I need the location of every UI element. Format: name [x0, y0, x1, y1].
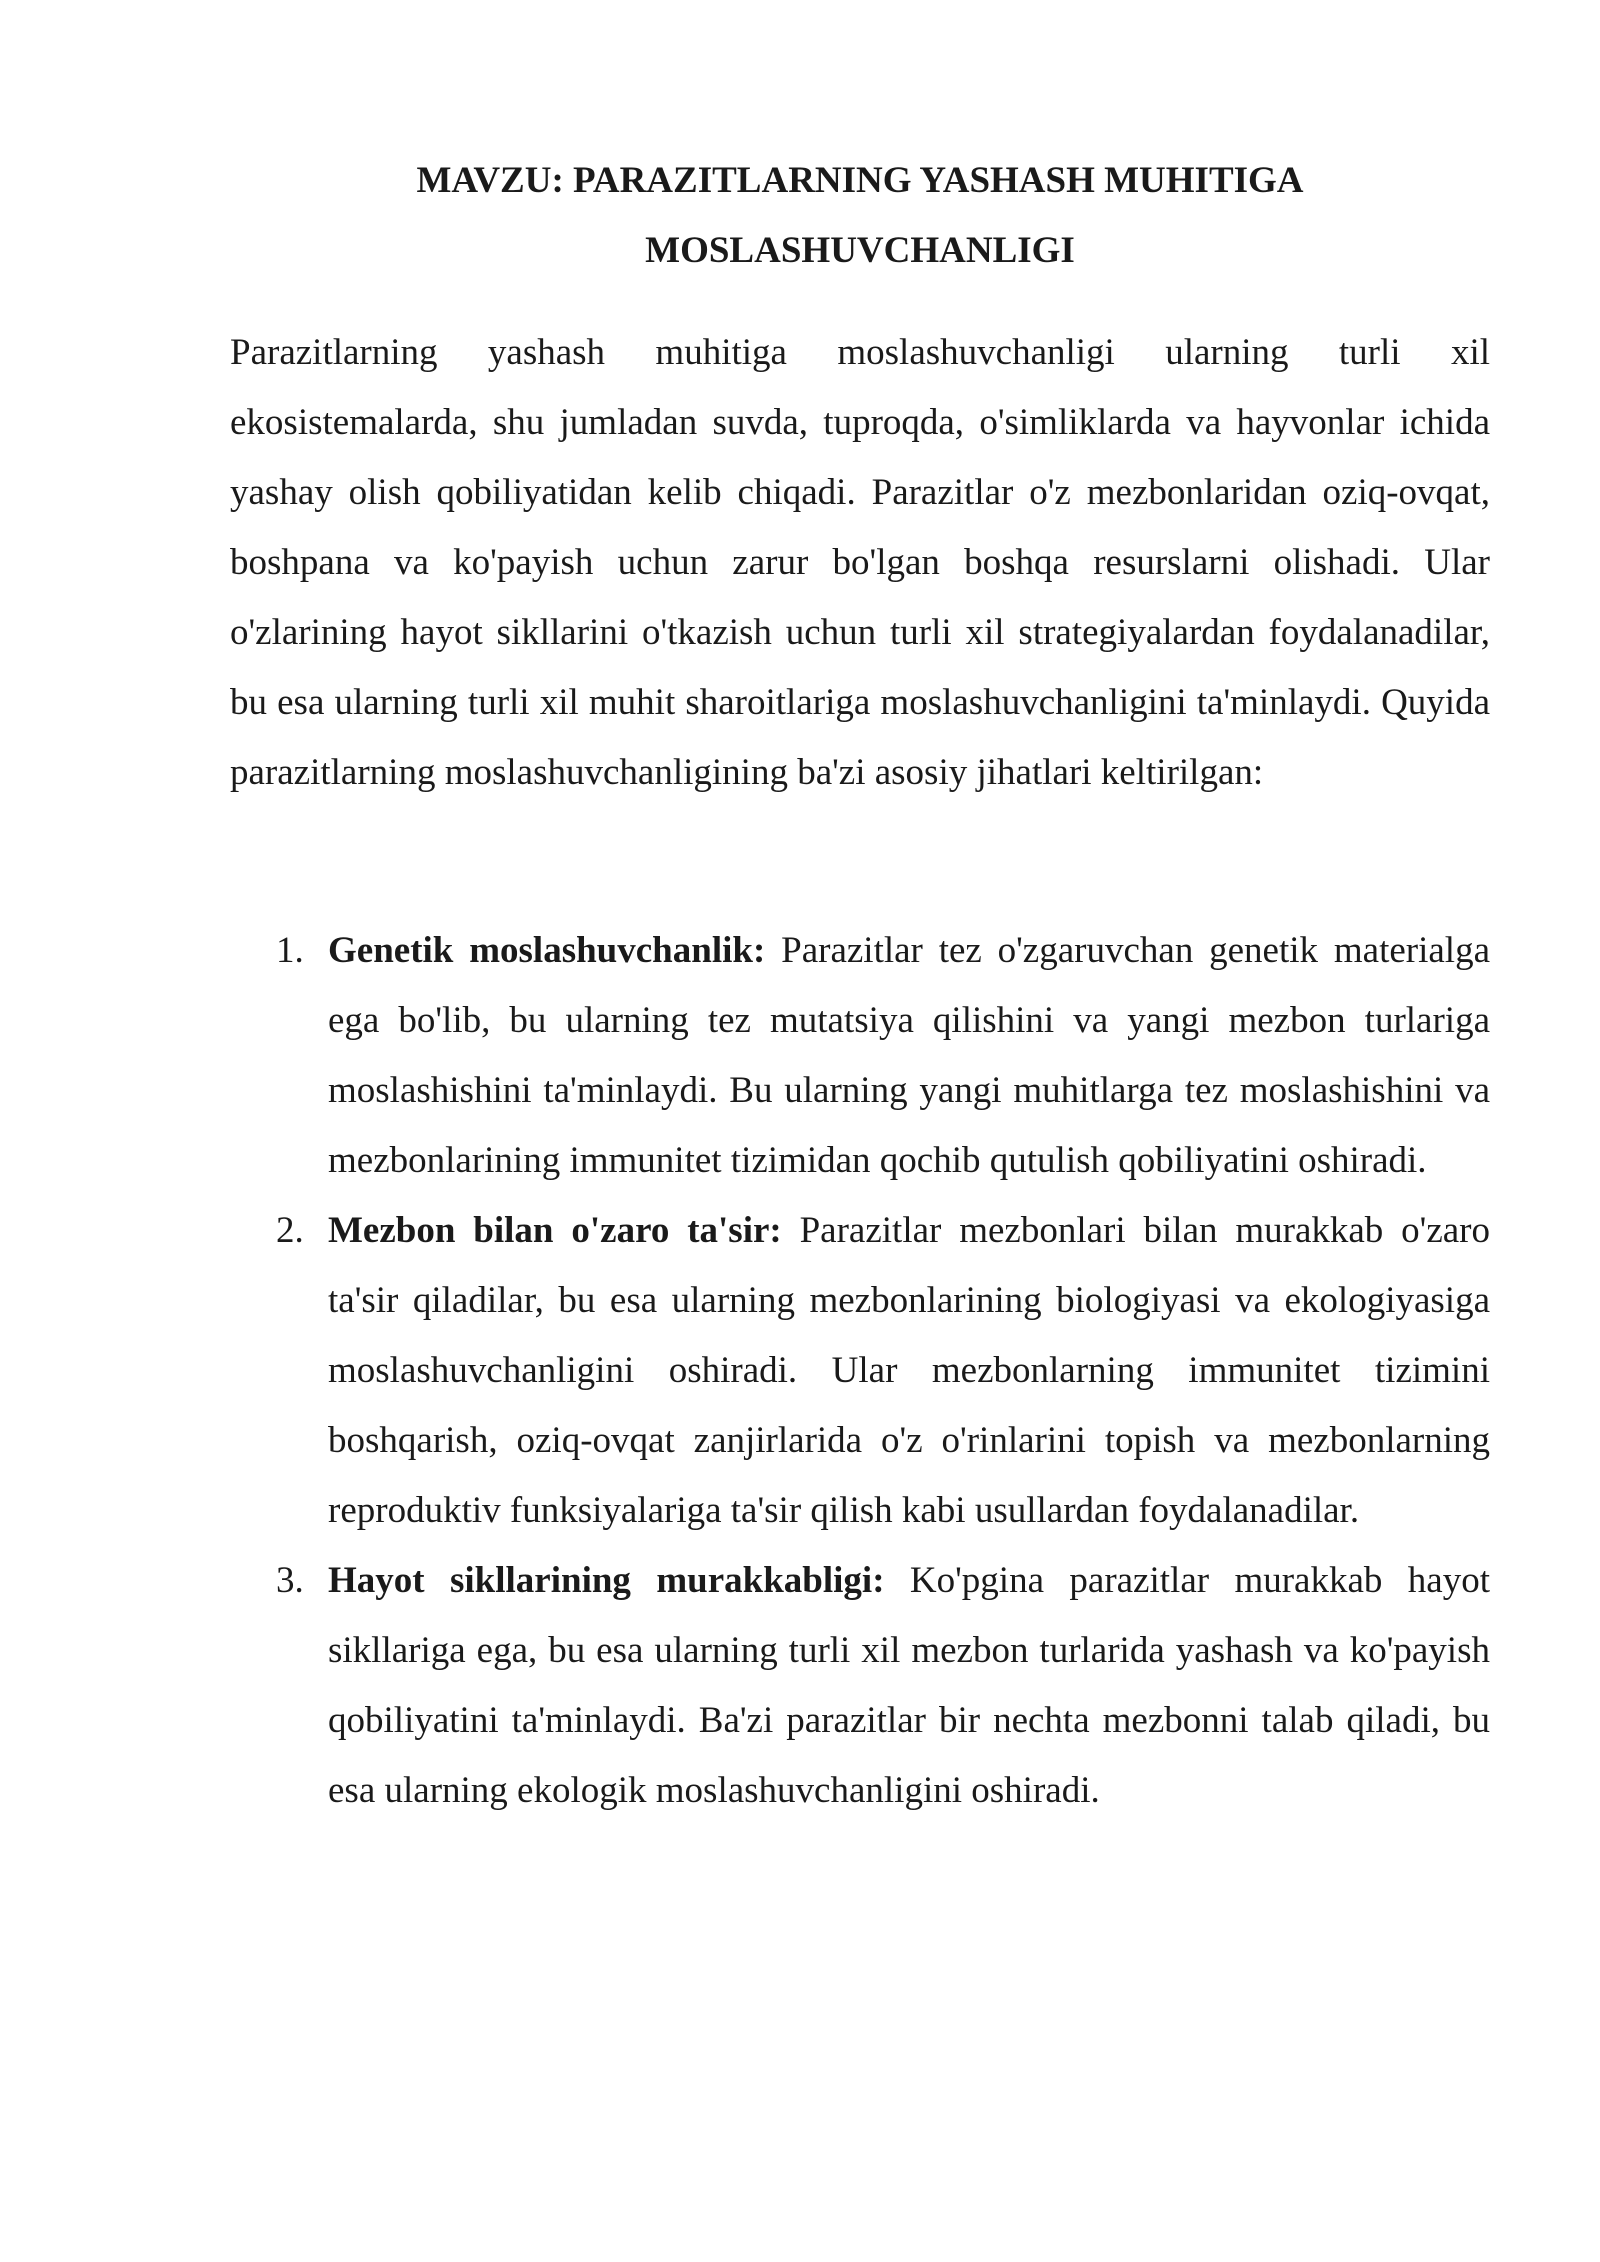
list-item-heading: Hayot sikllarining murakkabligi: [328, 1560, 910, 1601]
title-line-1: MAVZU: PARAZITLARNING YASHASH MUHITIGA [416, 160, 1304, 201]
list-item-number: 3. [276, 1560, 304, 1601]
list-item-number: 2. [276, 1210, 304, 1251]
list-item-text: Ko'pgina parazitlar murakkab hayot sikllariga ega, bu esa ularning turli xil mezbon turlarida yashash va ko'payish qobiliyatini ta'minlaydi. Ba'zi parazitlar bir nechta mezbonni talab qiladi, bu esa ularning ekologik moslashuvchanligini oshiradi. [328, 1560, 1490, 1811]
list-item [230, 1546, 1490, 1826]
list-item-number: 1. [276, 930, 304, 971]
list-item-text: Parazitlar mezbonlari bilan murakkab o'zaro ta'sir qiladilar, bu esa ularning mezbonlarining biologiyasi va ekologiyasiga moslashuvchanligini oshiradi. Ular mezbonlarning immunitet tizimini boshqarish, oziq-ovqat zanjirlarida o'z o'rinlarini topish va mezbonlarning reproduktiv funksiyalariga ta'sir qilish kabi usullardan foydalanadilar. [328, 1210, 1490, 1531]
intro-paragraph: Parazitlarning yashash muhitiga moslashuvchanligi ularning turli xil ekosistemalarda, shu jumladan suvda, tuproqda, o'simliklarda va hayvonlar ichida yashay olish qobiliyatidan kelib chiqadi. Parazitlar o'z mezbonlaridan oziq-ovqat, boshpana va ko'payish uchun zarur bo'lgan boshqa resurslarni olishadi. Ular o'zlarining hayot sikllarini o'tkazish uchun turli xil strategiyalardan foydalanadilar, bu esa ularning turli xil muhit sharoitlariga moslashuvchanligini ta'minlaydi. Quyida parazitlarning moslashuvchanligining ba'zi asosiy jihatlari keltirilgan: [230, 332, 1490, 793]
page-title [230, 146, 1490, 286]
title-line-2: MOSLASHUVCHANLIGI [645, 230, 1075, 271]
list-item [230, 916, 1490, 1196]
numbered-list [230, 916, 1490, 1826]
list-item-heading: Mezbon bilan o'zaro ta'sir: [328, 1210, 800, 1251]
list-item-text: Parazitlar tez o'zgaruvchan genetik materialga ega bo'lib, bu ularning tez mutatsiya qilishini va yangi mezbon turlariga moslashishini ta'minlaydi. Bu ularning yangi muhitlarga tez moslashishini va mezbonlarining immunitet tizimidan qochib qutulish qobiliyatini oshiradi. [328, 930, 1490, 1181]
list-item [230, 1196, 1490, 1546]
list-item-heading: Genetik moslashuvchanlik: [328, 930, 782, 971]
